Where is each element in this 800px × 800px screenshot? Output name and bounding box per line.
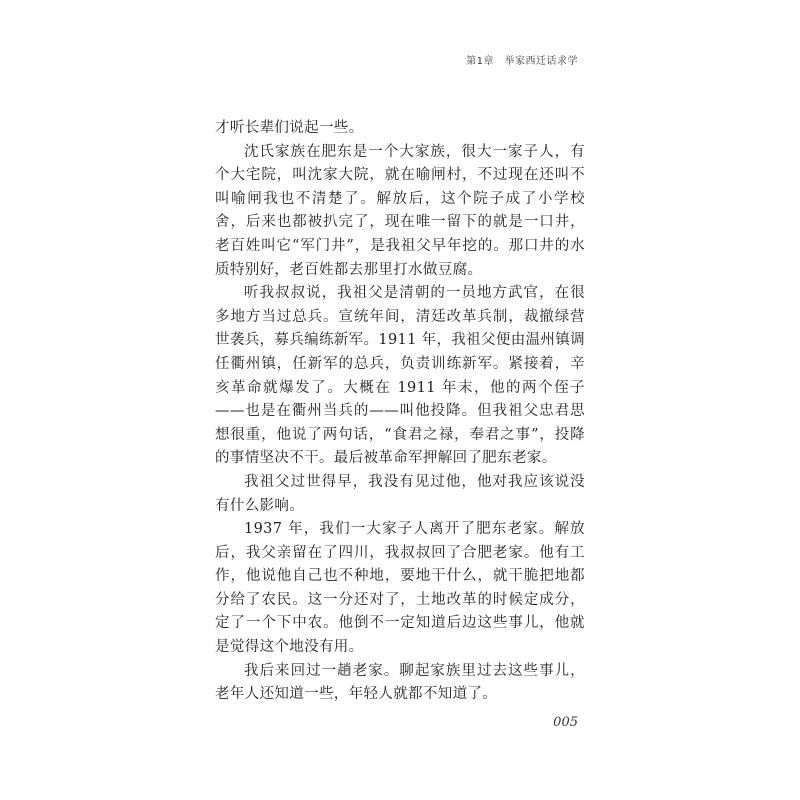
paragraph: 听我叔叔说，我祖父是清朝的一员地方武官，在很多地方当过总兵。宣统年间，清廷改革兵制，裁撤绿营世袭兵，募兵编练新军。1911 年，我祖父便由温州镇调任衢州镇，任新军的总兵，负责训练新军。紧接着，辛亥革命就爆发了。大概在 1911 年末，他的两个侄子——也是在衢州当兵的——叫他投降。但我祖父忠君思想很重，他说了两句话，“食君之禄，奉君之事”，投降的事情坚决不干。最后被革命军押解回了肥东老家。	[215, 285, 585, 467]
paragraph: 1937 年，我们一大家子人离开了肥东老家。解放后，我父亲留在了四川，我叔叔回了合肥老家。他有工作，他说他自己也不种地，要地干什么，就干脆把地都分给了农民。这一分还对了，土地改革的时候定成分，定了一个下中农。他倒不一定知道后边这些事儿，他就是觉得这个地没有用。	[215, 521, 585, 656]
paragraph: 我后来回过一趟老家。聊起家族里过去这些事儿，老年人还知道一些，年轻人就都不知道了。	[215, 662, 585, 703]
page-number: 005	[553, 715, 578, 730]
paragraph: 我祖父过世得早，我没有见过他，他对我应该说没有什么影响。	[215, 473, 585, 514]
running-head: 第1章 举家西迁话求学	[466, 56, 578, 67]
body-text	[215, 117, 585, 707]
paragraph-continued: 才听长辈们说起一些。	[215, 120, 364, 136]
paragraph: 沈氏家族在肥东是一个大家族，很大一家子人，有个大宅院，叫沈家大院，就在喻闸村，不过现在还叫不叫喻闸我也不清楚了。解放后，这个院子成了小学校舍，后来也都被扒完了，现在唯一留下的就是一口井，老百姓叫它“军门井”，是我祖父早年挖的。那口井的水质特别好，老百姓都去那里打水做豆腐。	[215, 143, 585, 278]
